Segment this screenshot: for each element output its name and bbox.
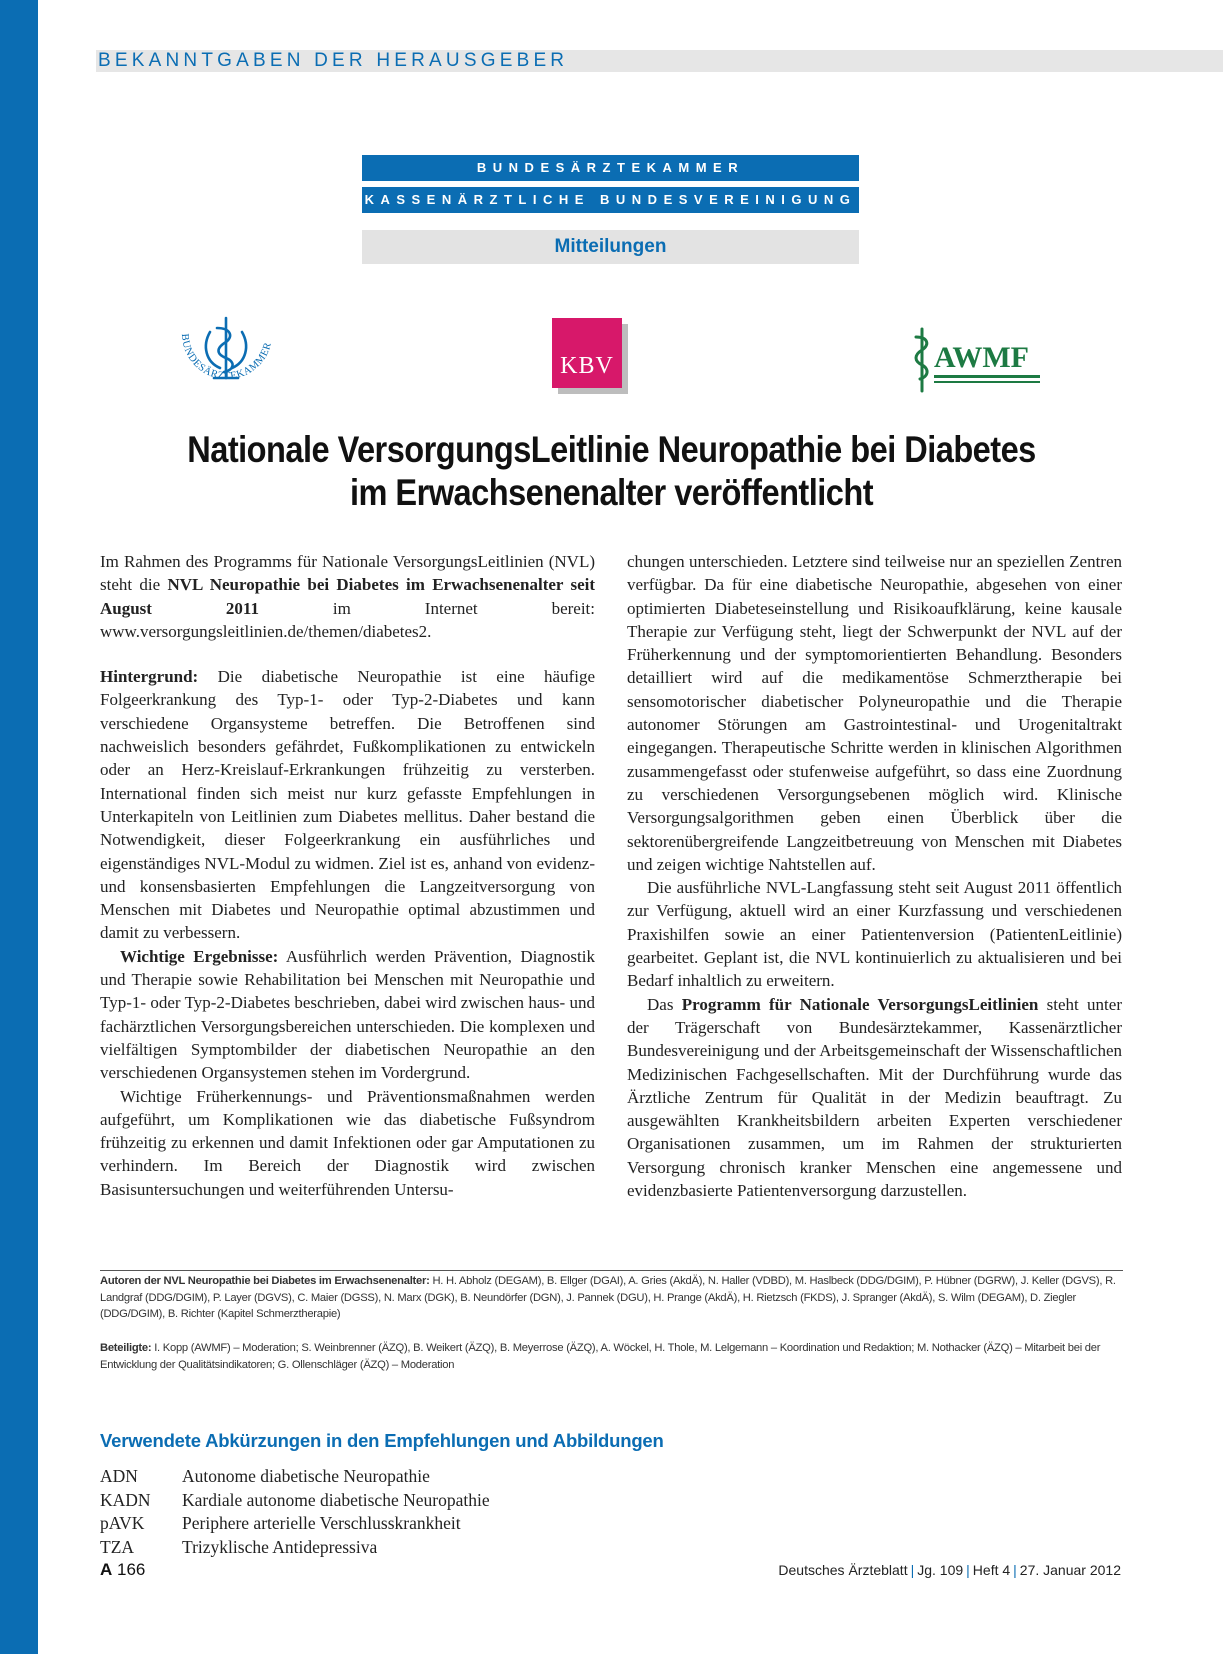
page-number [100,1560,145,1580]
abbr-value: Kardiale autonome diabetische Neuropathie [182,1489,490,1510]
awmf-logo-text: AWMF [934,341,1029,374]
abbreviations-title: Verwendete Abkürzungen in den Empfehlungen und Abbildungen [100,1430,664,1451]
ergebnisse-text: Ausführlich werden Prävention, Diagnostik und Therapie sowie Rehabilitation bei Menschen mit Neuropathie und Typ-1- oder Typ-2-Diabetes beschrieben, dabei wird zwischen haus- und fachärztlichen Versorgungsbereichen unterschieden. Die komplexen und vielfältigen Symptombilder der diabetischen Neuropathie an den verschiedenen Organsystemen stehen im Vordergrund. [100,946,595,1083]
kbv-logo-text: KBV [560,353,614,379]
list-item [100,1536,490,1560]
journal-issue: Heft 4 [972,1562,1011,1578]
kbv-logo-box [552,318,622,388]
praevention-paragraph: Wichtige Früherkennungs- und Präventionsmaßnahmen werden aufgeführt, um Komplikationen wie das diabetische Fußsyndrom frühzeitig zu erkennen und damit Infektionen oder gar Amputationen zu verhindern. Im Bereich der Diagnostik wird zwischen Basisuntersuchungen und weiterführenden Untersu- [100,1086,595,1199]
authors-label: Autoren der NVL Neuropathie bei Diabetes im Erwachsenenalter: [100,1275,430,1287]
list-item [100,1465,490,1489]
band-bundesaerztekammer: BUNDESÄRZTEKAMMER [362,155,859,181]
list-item [100,1512,490,1536]
ergebnisse-paragraph [100,945,595,1085]
divider-rule [100,1270,1123,1271]
article-title [161,428,1061,514]
intro-paragraph [100,550,595,643]
hintergrund-paragraph [100,665,595,945]
title-line-1: Nationale VersorgungsLeitlinie Neuropathie bei Diabetes [187,429,1036,470]
journal-volume: Jg. 109 [917,1562,964,1578]
intro-text-1: Im Rahmen des Programms für Nationale VersorgungsLeitlinien (NVL) steht die [100,552,595,595]
intro-bold: NVL Neuropathie bei Diabetes im Erwachsenenalter seit August 2011 [100,575,595,618]
beteiligte-text: I. Kopp (AWMF) – Moderation; S. Weinbrenner (ÄZQ), B. Weikert (ÄZQ), B. Meyerrose (ÄZQ), A. Wöckel, H. Thole, M. Lelgemann – Koordination und Redaktion; M. Nothacker (ÄZQ) – Mitarbeit bei der Entwicklung der Qualitätsindikatoren; G. Ollenschläger (ÄZQ) – Moderation [100,1342,1101,1371]
ergebnisse-label: Wichtige Ergebnisse: [120,946,279,966]
journal-footer: Deutsches Ärzteblatt | Jg. 109 | Heft 4 | 27. Januar 2012 [778,1562,1121,1578]
beteiligte-block [100,1340,1123,1373]
abbreviations-list [100,1465,490,1559]
hintergrund-label: Hintergrund: [100,667,199,687]
right-paragraph-2: Die ausführliche NVL-Langfassung steht seit August 2011 öffentlich zur Verfügung, aktuell wird an einer Kurzfassung und verschiedenen Praxishilfen sowie an einer Patientenversion (PatientenLeitlinie) gearbeitet. Geplant ist, die NVL kontinuierlich zu aktualisieren und bei Bedarf inhaltlich zu erweitern. [627,878,1122,991]
section-header: BEKANNTGABEN DER HERAUSGEBER [98,50,569,71]
bundesaerztekammer-logo [168,312,284,404]
abbr-key: KADN [100,1489,151,1510]
abbr-key: pAVK [100,1513,145,1533]
hintergrund-text: Die diabetische Neuropathie ist eine häufige Folgeerkrankung des Typ-1- oder Typ-2-Diabetes und kann verschiedene Organsysteme betreffen. Die Betroffenen sind nachweislich besonders gefährdet, Fußkomplikationen zu entwickeln oder an Herz-Kreislauf-Erkrankungen frühzeitig zu versterben. International finden sich meist nur kurz gefasste Empfehlungen in Unterkapiteln von Leitlinien zum Diabetes mellitus. Daher bestand die Notwendigkeit, dieser Folgeerkrankung ein ausführliches und eigenständiges NVL-Modul zu widmen. Ziel ist es, anhand von evidenz- und konsensbasierten Empfehlungen die Langzeitversorgung von Menschen mit Diabetes und Neuropathie optimal abzustimmen und damit zu verbessern. [100,667,595,943]
abbr-key: TZA [100,1536,135,1557]
abbr-value: Periphere arterielle Verschlusskrankheit [182,1513,461,1533]
left-column [100,550,595,1201]
awmf-staff-icon [908,325,1048,395]
page-number-value: 166 [117,1560,146,1579]
band-kbv: KASSENÄRZTLICHE BUNDESVEREINIGUNG [362,187,859,213]
journal-date: 27. Januar 2012 [1019,1562,1121,1578]
beteiligte-label: Beteiligte: [100,1342,152,1354]
right-paragraph-1: chungen unterschieden. Letztere sind teilweise nur an speziellen Zentren verfügbar. Da für eine diabetische Neuropathie, abgesehen von einer optimierten Diabeteseinstellung und Risikoaufklärung, keine kausale Therapie zur Verfügung steht, liegt der Schwerpunkt der NVL auf der Früherkennung und der symptomorientierten Behandlung. Besonders detailliert wird auf die medikamentöse Schmerztherapie bei sensomotorischer diabetischer Polyneuropathie und die Therapie autonomer Störungen am Gastrointestinal- und Urogenitaltrakt eingegangen. Therapeutische Schritte werden in klinischen Algorithmen zusammengefasst oder stufenweise aufgeführt, so dass eine Zuordnung zu verschiedenen Versorgungsebenen möglich wird. Klinische Versorgungsalgorithmen geben einen Überblick über die sektorenübergreifende Langzeitbetreuung von Menschen mit Diabetes und zeigen wichtige Nahtstellen auf. [627,552,1122,874]
abbr-value: Trizyklische Antidepressiva [182,1536,378,1557]
mitteilungen-label: Mitteilungen [362,230,859,264]
p3-bold: Programm für Nationale VersorgungsLeitlinien [681,994,1039,1014]
authors-block [100,1273,1123,1323]
right-column [627,550,1122,1202]
abbr-key: ADN [100,1466,138,1486]
title-line-2: im Erwachsenenalter veröffentlicht [349,472,874,513]
kbv-logo [552,318,628,394]
p3-rest: steht unter der Trägerschaft von Bundesärztekammer, Kassenärztlicher Bundesvereinigung und der Arbeitsgemeinschaft der Wissenschaftlichen Medizinischen Fachgesellschaften. Mit der Durchführung wurde das Ärztliche Zentrum für Qualität in der Medizin beauftragt. Zu ausgewählten Krankheitsbildern arbeiten Experten verschiedener Organisationen zusammen, um im Rahmen der strukturierten Versorgung chronisch kranker Menschen eine angemessene und evidenzbasierte Patientenversorgung darzustellen. [627,994,1122,1201]
list-item [100,1489,490,1513]
awmf-logo [908,325,1048,395]
right-paragraph-3 [627,993,1122,1203]
abbr-value: Autonome diabetische Neuropathie [182,1466,430,1486]
intro-text-2: im Internet bereit: www.versorgungsleitlinien.de/themen/diabetes2. [100,598,595,641]
aesculapius-seal-icon [168,312,284,404]
p3-start: Das [647,994,682,1014]
left-color-bar [0,0,38,1654]
authors-text: H. H. Abholz (DEGAM), B. Ellger (DGAI), A. Gries (AkdÄ), N. Haller (VDBD), M. Haslbeck (DDG/DGIM), P. Hübner (DGRW), J. Keller (DGVS), R. Landgraf (DDG/DGIM), P. Layer (DGVS), C. Maier (DGSS), N. Marx (DGK), B. Neundörfer (DGN), J. Pannek (DGU), H. Prange (AkdÄ), H. Rietzsch (FKDS), J. Spranger (AkdÄ), S. Wilm (DEGAM), D. Ziegler (DDG/DGIM), B. Richter (Kapitel Schmerztherapie) [100,1275,1116,1320]
journal-name: Deutsches Ärzteblatt [778,1562,908,1578]
page-prefix: A [100,1560,113,1579]
baek-arc-text: BUNDESÄRZTEKAMMER [178,333,275,383]
